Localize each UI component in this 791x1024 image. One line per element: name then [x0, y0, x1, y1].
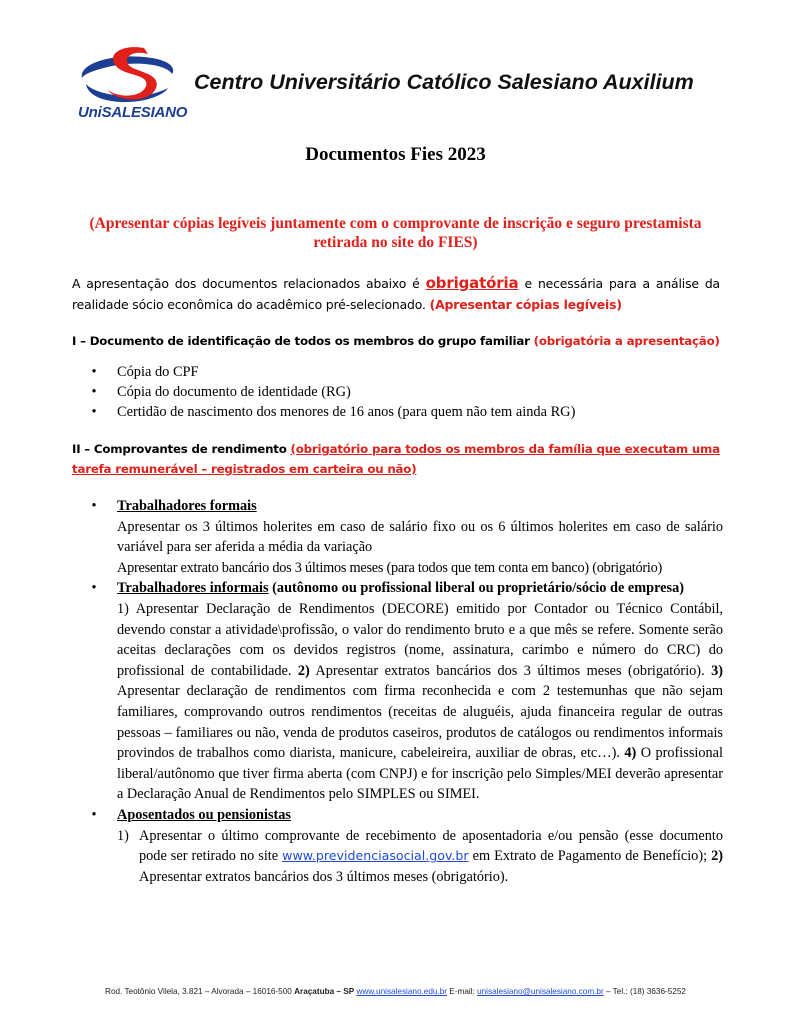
page-footer [0, 987, 791, 996]
institution-name: Centro Universitário Católico Salesiano Auxilium [194, 70, 694, 94]
list-item [90, 382, 730, 402]
section-2-heading [72, 439, 724, 479]
informais-heading-rest: (autônomo ou profissional liberal ou proprietário/sócio de empresa) [268, 580, 684, 597]
identity-documents-list [90, 362, 730, 422]
informais-text-4: O profissional liberal/autônomo que tiver firma aberta (com CNPJ) e for inscrição pelo Simples/MEI deverão apresentar a Declaração Anual de Rendimentos pelo SIMPLES ou SIMEI. [117, 745, 723, 803]
informais-body [117, 599, 723, 805]
list-item-text: Cópia do documento de identidade (RG) [117, 384, 351, 400]
bullet-icon: • [91, 384, 97, 400]
list-item-text: Certidão de nascimento dos menores de 16 anos (para quem não tem ainda RG) [117, 404, 576, 420]
formais-text-2: Apresentar extrato bancário dos 3 últimos meses (para todos que tem conta em banco) (obrigatório) [117, 559, 663, 576]
bullet-icon: • [91, 404, 97, 420]
informais-heading [117, 578, 723, 599]
intro-emphasis: obrigatória [425, 274, 519, 292]
footer-phone: – Tel.: (18) 3636-5252 [603, 987, 686, 996]
section-1-label: I – Documento de identificação de todos os membros do grupo familiar [72, 334, 534, 348]
bullet-icon: • [91, 364, 97, 380]
footer-site-link[interactable]: www.unisalesiano.edu.br [356, 987, 448, 996]
formais-heading: Trabalhadores formais [117, 498, 257, 514]
intro-text-1: A apresentação dos documentos relacionados abaixo é [72, 276, 426, 291]
previdencia-link[interactable]: www.previdenciasocial.gov.br [282, 848, 469, 864]
aposentados-text-3: Apresentar extratos bancários dos 3 últimos meses (obrigatório). [139, 868, 509, 885]
list-item [90, 362, 730, 382]
footer-address: Rod. Teotônio Vilela, 3.821 – Alvorada – 16016-500 [105, 987, 295, 996]
section-2-red: (obrigatório para todos os membros da família que executam uma tarefa remunerável – registrados em carteira ou não) [72, 442, 720, 476]
aposentados-heading: Aposentados ou pensionistas [117, 806, 291, 823]
aposentados-text-2: em Extrato de Pagamento de Benefício); [468, 848, 712, 865]
list-item [90, 402, 730, 422]
informais-num-4: 4) [624, 745, 637, 762]
bullet-icon: • [91, 806, 97, 823]
red-instruction-note: (Apresentar cópias legíveis juntamente com o comprovante de inscrição e seguro prestamista retirada no site do FIES) [89, 215, 702, 251]
bullet-icon: • [91, 580, 97, 597]
footer-email-link[interactable]: unisalesiano@unisalesiano.com.br [477, 987, 604, 996]
informais-text-1: 1) Apresentar Declaração de Rendimentos (DECORE) emitido por Contador ou Técnico Contábil, devendo constar a atividade\profissão, o valor do rendimento bruto e a que mês se refere. Somente serão aceitas declarações com os devidos registros (nome, assinatura, carimbo e número do CRC) do profissional de contabilidade. [117, 600, 723, 679]
logo-emblem-icon [72, 44, 184, 106]
income-proof-list [90, 496, 723, 887]
informais-num-2: 2) [297, 662, 310, 679]
formais-text-1: Apresentar os 3 últimos holerites em caso de salário fixo ou os 6 últimos holerites em caso de salário variável para ser aferida a média da variação [117, 518, 723, 556]
logo-text: UniSALESIANO [78, 104, 188, 121]
aposentados-text-1: Apresentar o último comprovante de recebimento de aposentadoria e/ou pensão (esse documento pode ser retirado no site [139, 827, 723, 865]
aposentados-item [117, 826, 723, 888]
aposentados-num-2: 2) [711, 848, 724, 865]
document-title: Documentos Fies 2023 [305, 144, 486, 165]
footer-email-label: E-mail: [447, 987, 478, 996]
list-item-formais [90, 496, 723, 578]
footer-city: Araçatuba – SP [294, 987, 355, 996]
informais-text-3: Apresentar declaração de rendimentos com firma reconhecida e com 2 testemunhas que não sejam familiares, comprovando outros rendimentos (receitas de aluguéis, ajuda financeira regular de outras pessoas – familiares ou não, venda de produtos caseiros, produtos de catálogos ou rendimentos informais provindos de trabalhos como diarista, manicure, cabeleireira, auxiliar de obras, etc…). [117, 683, 723, 762]
intro-text-2: e necessária para a análise da realidade sócio econômica do acadêmico pré-selecionado. [72, 276, 720, 312]
informais-text-2: Apresentar extratos bancários dos 3 últimos meses (obrigatório). [309, 662, 712, 679]
informais-heading-label: Trabalhadores informais [117, 580, 269, 597]
section-1-red: (obrigatória a apresentação) [533, 334, 720, 348]
list-item-informais [90, 578, 723, 805]
section-2-label: II – Comprovantes de rendimento [72, 442, 291, 456]
informais-num-3: 3) [711, 662, 723, 679]
intro-paragraph [72, 273, 720, 315]
intro-red-tail: (Apresentar cópias legíveis) [429, 297, 622, 312]
list-item-aposentados [90, 805, 723, 887]
bullet-icon: • [91, 498, 97, 514]
section-1-heading [72, 331, 724, 351]
aposentados-num-1: 1) [117, 827, 129, 844]
list-item-text: Cópia do CPF [117, 364, 199, 380]
